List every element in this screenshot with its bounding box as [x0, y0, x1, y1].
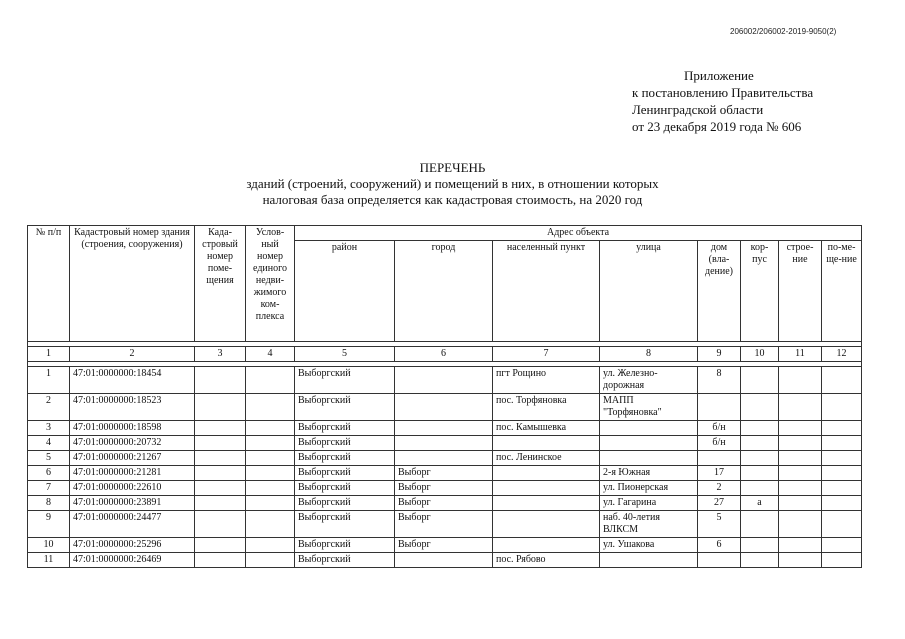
cell-structure — [779, 538, 822, 553]
header-complex: Услов-ный номер единого недви-жимого ком-плекса — [246, 226, 295, 342]
cell-room-cadastral — [195, 421, 246, 436]
cell-premises — [822, 451, 862, 466]
cell-building — [741, 481, 779, 496]
table-row — [28, 367, 862, 394]
cell-district: Выборгский — [295, 394, 395, 421]
cell-district: Выборгский — [295, 511, 395, 538]
cell-complex-number — [246, 481, 295, 496]
cell-room-cadastral — [195, 496, 246, 511]
cell-district: Выборгский — [295, 538, 395, 553]
title-line-1: ПЕРЕЧЕНЬ — [419, 160, 486, 175]
cell-house: 17 — [698, 466, 741, 481]
cell-premises — [822, 394, 862, 421]
cell-complex-number — [246, 553, 295, 568]
cell-structure — [779, 436, 822, 451]
cell-cadastral-number: 47:01:0000000:21267 — [70, 451, 195, 466]
column-number: 7 — [493, 347, 600, 362]
cell-locality — [493, 511, 600, 538]
cell-cadastral-number: 47:01:0000000:20732 — [70, 436, 195, 451]
column-number: 2 — [70, 347, 195, 362]
cell-room-cadastral — [195, 538, 246, 553]
appendix-block — [632, 67, 813, 135]
cell-building — [741, 466, 779, 481]
cell-premises — [822, 481, 862, 496]
cell-city: Выборг — [395, 496, 493, 511]
cell-cadastral-number: 47:01:0000000:21281 — [70, 466, 195, 481]
cell-complex-number — [246, 511, 295, 538]
cell-house: б/н — [698, 421, 741, 436]
cell-structure — [779, 553, 822, 568]
cell-street — [600, 436, 698, 451]
cell-premises — [822, 553, 862, 568]
cell-district: Выборгский — [295, 367, 395, 394]
table-row — [28, 553, 862, 568]
cell-cadastral-number: 47:01:0000000:18523 — [70, 394, 195, 421]
cell-district: Выборгский — [295, 451, 395, 466]
cell-street — [600, 421, 698, 436]
cell-city: Выборг — [395, 511, 493, 538]
cell-house: 8 — [698, 367, 741, 394]
cell-room-cadastral — [195, 394, 246, 421]
cell-row-number: 2 — [28, 394, 70, 421]
cell-building — [741, 421, 779, 436]
cell-row-number: 5 — [28, 451, 70, 466]
header-building: кор-пус — [741, 241, 779, 342]
cell-city: Выборг — [395, 538, 493, 553]
cell-row-number: 4 — [28, 436, 70, 451]
table-row — [28, 511, 862, 538]
cell-complex-number — [246, 496, 295, 511]
cell-locality: пгт Рощино — [493, 367, 600, 394]
cell-locality — [493, 496, 600, 511]
cell-city — [395, 451, 493, 466]
cell-building — [741, 451, 779, 466]
cell-street: наб. 40-летия ВЛКСМ — [600, 511, 698, 538]
cell-premises — [822, 436, 862, 451]
header-district: район — [295, 241, 395, 342]
header-address: Адрес объекта — [295, 226, 862, 241]
cell-street: ул. Железно-дорожная — [600, 367, 698, 394]
cell-district: Выборгский — [295, 496, 395, 511]
cell-street — [600, 451, 698, 466]
table-row — [28, 421, 862, 436]
cell-city — [395, 394, 493, 421]
cell-locality — [493, 436, 600, 451]
table-row — [28, 481, 862, 496]
cell-street: ул. Ушакова — [600, 538, 698, 553]
column-number: 1 — [28, 347, 70, 362]
column-number: 12 — [822, 347, 862, 362]
cell-locality — [493, 466, 600, 481]
cell-cadastral-number: 47:01:0000000:25296 — [70, 538, 195, 553]
cell-room-cadastral — [195, 466, 246, 481]
cell-locality — [493, 481, 600, 496]
table-row — [28, 394, 862, 421]
cell-row-number: 3 — [28, 421, 70, 436]
title-line-3: налоговая база определяется как кадастровая стоимость, на 2020 год — [262, 192, 643, 207]
cell-cadastral-number: 47:01:0000000:18598 — [70, 421, 195, 436]
cell-structure — [779, 394, 822, 421]
cell-room-cadastral — [195, 367, 246, 394]
header-premises: по-ме-ще-ние — [822, 241, 862, 342]
cell-room-cadastral — [195, 436, 246, 451]
cell-room-cadastral — [195, 553, 246, 568]
column-number: 5 — [295, 347, 395, 362]
cell-district: Выборгский — [295, 421, 395, 436]
column-number: 8 — [600, 347, 698, 362]
cell-complex-number — [246, 367, 295, 394]
buildings-table — [27, 225, 862, 568]
table-body — [28, 367, 862, 568]
cell-premises — [822, 538, 862, 553]
cell-row-number: 11 — [28, 553, 70, 568]
cell-complex-number — [246, 436, 295, 451]
table-row — [28, 538, 862, 553]
header-house: дом (вла-дение) — [698, 241, 741, 342]
header-num: № п/п — [28, 226, 70, 342]
cell-street: ул. Пионерская — [600, 481, 698, 496]
header-room-cadastral: Када-стровый номер поме-щения — [195, 226, 246, 342]
cell-district: Выборгский — [295, 481, 395, 496]
title-line-2: зданий (строений, сооружений) и помещений в них, в отношении которых — [246, 176, 659, 191]
cell-locality — [493, 538, 600, 553]
cell-house — [698, 451, 741, 466]
cell-structure — [779, 421, 822, 436]
table-row — [28, 451, 862, 466]
cell-street: МАПП "Торфяновка" — [600, 394, 698, 421]
cell-cadastral-number: 47:01:0000000:18454 — [70, 367, 195, 394]
cell-building — [741, 538, 779, 553]
cell-building — [741, 553, 779, 568]
column-number: 6 — [395, 347, 493, 362]
document-title — [0, 160, 905, 208]
cell-locality: пос. Камышевка — [493, 421, 600, 436]
appendix-line-2: к постановлению Правительства — [632, 85, 814, 100]
cell-district: Выборгский — [295, 553, 395, 568]
table-row — [28, 436, 862, 451]
cell-house: 6 — [698, 538, 741, 553]
cell-row-number: 10 — [28, 538, 70, 553]
cell-district: Выборгский — [295, 436, 395, 451]
cell-locality: пос. Ленинское — [493, 451, 600, 466]
document-id: 206002/206002-2019-9050(2) — [730, 27, 837, 36]
cell-building — [741, 511, 779, 538]
cell-house: б/н — [698, 436, 741, 451]
cell-district: Выборгский — [295, 466, 395, 481]
appendix-line-4: от 23 декабря 2019 года № 606 — [632, 119, 802, 134]
cell-structure — [779, 367, 822, 394]
cell-premises — [822, 367, 862, 394]
cell-premises — [822, 496, 862, 511]
cell-city: Выборг — [395, 466, 493, 481]
cell-structure — [779, 511, 822, 538]
cell-room-cadastral — [195, 511, 246, 538]
cell-cadastral-number: 47:01:0000000:24477 — [70, 511, 195, 538]
cell-house: 27 — [698, 496, 741, 511]
cell-building — [741, 394, 779, 421]
header-city: город — [395, 241, 493, 342]
cell-house — [698, 394, 741, 421]
column-number-row — [28, 347, 862, 362]
cell-street: ул. Гагарина — [600, 496, 698, 511]
cell-row-number: 1 — [28, 367, 70, 394]
cell-cadastral-number: 47:01:0000000:26469 — [70, 553, 195, 568]
cell-premises — [822, 466, 862, 481]
cell-complex-number — [246, 466, 295, 481]
column-number: 9 — [698, 347, 741, 362]
cell-house: 2 — [698, 481, 741, 496]
cell-city — [395, 436, 493, 451]
cell-cadastral-number: 47:01:0000000:22610 — [70, 481, 195, 496]
cell-city — [395, 367, 493, 394]
cell-building — [741, 436, 779, 451]
cell-street: 2-я Южная — [600, 466, 698, 481]
column-number: 3 — [195, 347, 246, 362]
cell-house: 5 — [698, 511, 741, 538]
cell-locality: пос. Рябово — [493, 553, 600, 568]
cell-locality: пос. Торфяновка — [493, 394, 600, 421]
cell-structure — [779, 496, 822, 511]
cell-premises — [822, 421, 862, 436]
header-locality: населенный пункт — [493, 241, 600, 342]
table-row — [28, 466, 862, 481]
header-cadastral: Кадастровый номер здания (строения, сооружения) — [70, 226, 195, 342]
cell-complex-number — [246, 538, 295, 553]
column-number: 4 — [246, 347, 295, 362]
table-row — [28, 496, 862, 511]
cell-structure — [779, 451, 822, 466]
cell-house — [698, 553, 741, 568]
cell-structure — [779, 481, 822, 496]
cell-complex-number — [246, 394, 295, 421]
cell-complex-number — [246, 451, 295, 466]
cell-row-number: 6 — [28, 466, 70, 481]
cell-row-number: 9 — [28, 511, 70, 538]
cell-row-number: 7 — [28, 481, 70, 496]
cell-cadastral-number: 47:01:0000000:23891 — [70, 496, 195, 511]
cell-city — [395, 553, 493, 568]
cell-row-number: 8 — [28, 496, 70, 511]
cell-street — [600, 553, 698, 568]
appendix-line-3: Ленинградской области — [632, 102, 764, 117]
column-number: 11 — [779, 347, 822, 362]
cell-city — [395, 421, 493, 436]
cell-premises — [822, 511, 862, 538]
cell-building — [741, 367, 779, 394]
cell-complex-number — [246, 421, 295, 436]
cell-building: а — [741, 496, 779, 511]
cell-room-cadastral — [195, 481, 246, 496]
cell-room-cadastral — [195, 451, 246, 466]
cell-city: Выборг — [395, 481, 493, 496]
appendix-line-1: Приложение — [684, 68, 754, 83]
header-street: улица — [600, 241, 698, 342]
header-structure: строе-ние — [779, 241, 822, 342]
column-number: 10 — [741, 347, 779, 362]
cell-structure — [779, 466, 822, 481]
